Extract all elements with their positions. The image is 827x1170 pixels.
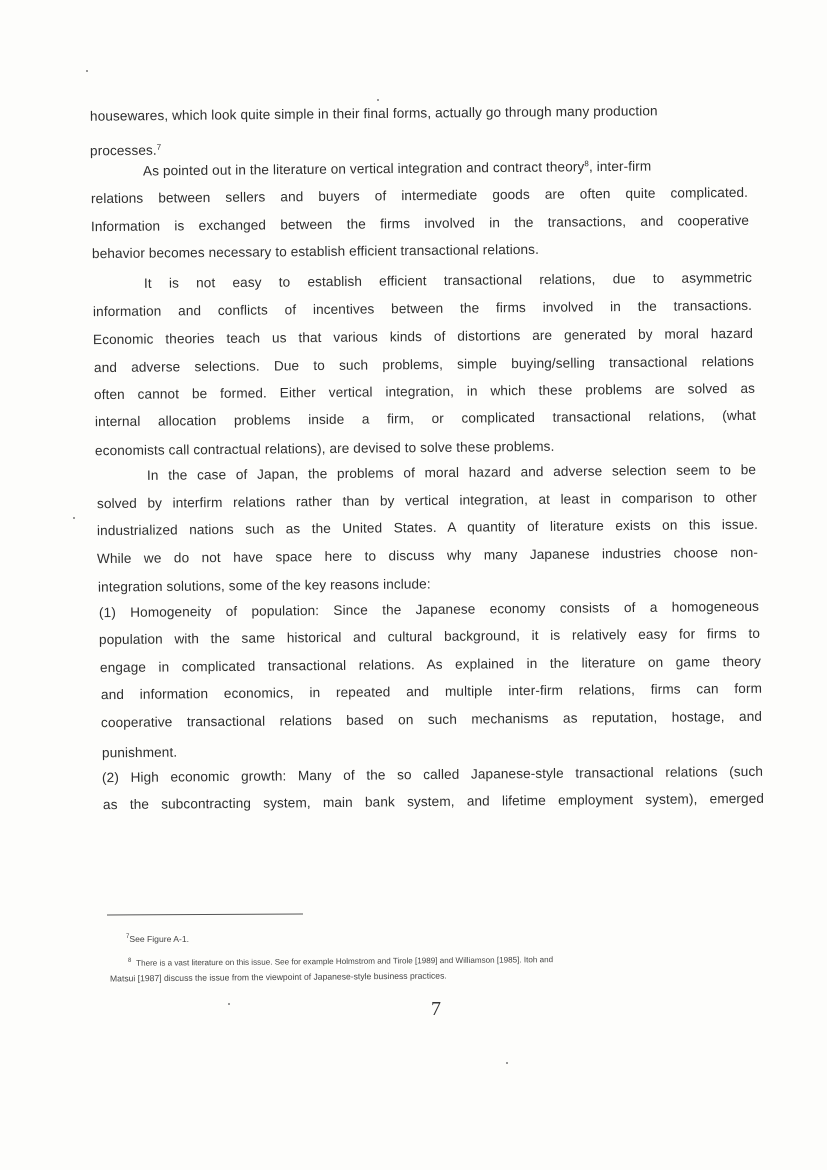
body-line-15-text: solved by interfirm relations rather than by vertical integration, at least in comparison to other: [96, 489, 758, 512]
body-line-21-text: engage in complicated transactional relations. As explained in the literature on game theory: [99, 653, 762, 676]
footnote-separator: [107, 913, 303, 915]
footnote-7: [126, 934, 189, 945]
body-line-4: [91, 185, 748, 207]
body-line-17: [97, 545, 758, 567]
body-line-13-text: economists call contractual relations), are devised to solve these problems.: [94, 438, 555, 459]
body-line-2-text: processes.: [89, 142, 157, 159]
scan-speck: [73, 517, 75, 519]
body-line-7-text: It is not easy to establish efficient transactional relations, due to asymmetric: [143, 270, 753, 291]
body-line-22-text: and information economics, in repeated and multiple inter-firm relations, firms can form: [100, 680, 763, 703]
body-line-5-text: Information is exchanged between the firms involved in the transactions, and cooperative: [90, 212, 750, 235]
body-line-13: [95, 439, 555, 459]
body-line-19-text: (1) Homogeneity of population: Since the Japanese economy consists of a homogeneous: [98, 598, 760, 621]
body-line-14: [147, 462, 756, 484]
scan-speck: [377, 99, 379, 101]
body-line-23: [101, 709, 762, 731]
body-line-12-text: internal allocation problems inside a firm, or complicated transactional relations, (what: [94, 407, 757, 430]
body-line-14-text: In the case of Japan, the problems of moral hazard and adverse selection seem to be: [146, 462, 757, 483]
body-line-12: [95, 408, 756, 430]
body-line-26-text: as the subcontracting system, main bank system, and lifetime employment system), emerged: [102, 790, 765, 813]
body-line-10-text: and adverse selections. Due to such problems, simple buying/selling transactional relations: [93, 353, 755, 376]
body-line-18-text: integration solutions, some of the key reasons include:: [97, 576, 431, 595]
body-line-9-text: Economic theories teach us that various kinds of distortions are generated by moral hazard: [92, 325, 754, 348]
body-line-8-text: information and conflicts of incentives between the firms involved in the transactions.: [92, 297, 753, 320]
body-line-18: [98, 576, 431, 595]
footnote-8-line-1: [128, 954, 553, 969]
body-line-3-tail: , inter-firm: [588, 158, 652, 175]
body-line-15: [97, 490, 757, 512]
body-line-24-text: punishment.: [101, 744, 178, 761]
body-line-16-text: industrialized nations such as the United States. A quantity of literature exists on this issue.: [96, 516, 759, 539]
body-line-8: [93, 298, 752, 320]
body-line-1-text: housewares, which look quite simple in their final forms, actually go through many production: [89, 103, 658, 124]
footnote-8-text-1: There is a vast literature on this issue. See for example Holmstrom and Tirole [1989] and Williamson [1985]. Itoh and: [136, 955, 554, 968]
body-line-24: [102, 745, 177, 762]
footnote-7-marker: 7: [126, 934, 130, 940]
footnote-8-text-2: Matsui [1987] discuss the issue from the viewpoint of Japanese-style business practices.: [109, 970, 447, 984]
scan-speck: [228, 1003, 230, 1005]
body-line-9: [93, 326, 753, 348]
body-line-11-text: often cannot be formed. Either vertical integration, in which these problems are solved as: [93, 380, 756, 403]
page-number: 7: [431, 998, 441, 1020]
footnote-7-text: See Figure A-1.: [129, 934, 190, 944]
body-line-25: [102, 764, 763, 786]
body-line-3-text: As pointed out in the literature on vertical integration and contract theory: [142, 159, 585, 179]
body-line-2: [90, 143, 161, 160]
body-line-19: [99, 599, 759, 621]
body-line-20: [99, 626, 760, 648]
body-line-3: [143, 159, 651, 180]
body-line-16: [97, 517, 758, 539]
scan-speck: [86, 70, 88, 72]
body-line-10: [94, 354, 754, 376]
body-line-6: [92, 242, 539, 262]
body-line-6-text: behavior becomes necessary to establish efficient transactional relations.: [91, 241, 539, 262]
scan-speck: [506, 1062, 508, 1064]
footnote-8-marker: 8: [127, 957, 132, 964]
footnote-8-line-2: [110, 971, 447, 985]
body-line-25-text: (2) High economic growth: Many of the so called Japanese-style transactional relations (such: [101, 763, 764, 786]
body-line-26: [103, 791, 764, 813]
body-line-22: [101, 681, 762, 703]
footnote-ref-8: 8: [584, 159, 589, 169]
body-line-21: [100, 654, 761, 676]
body-line-23-text: cooperative transactional relations based on such mechanisms as reputation, hostage, and: [100, 708, 763, 731]
body-line-1: [90, 103, 658, 124]
body-line-5: [91, 213, 749, 235]
body-line-4-text: relations between sellers and buyers of intermediate goods are often quite complicated.: [90, 184, 749, 207]
body-line-7: [144, 270, 752, 292]
body-line-11: [94, 381, 755, 403]
body-line-20-text: population with the same historical and cultural background, it is relatively easy for firms to: [98, 625, 761, 648]
body-line-17-text: While we do not have space here to discuss why many Japanese industries choose non-: [96, 544, 759, 567]
footnote-ref-7: 7: [156, 142, 162, 152]
